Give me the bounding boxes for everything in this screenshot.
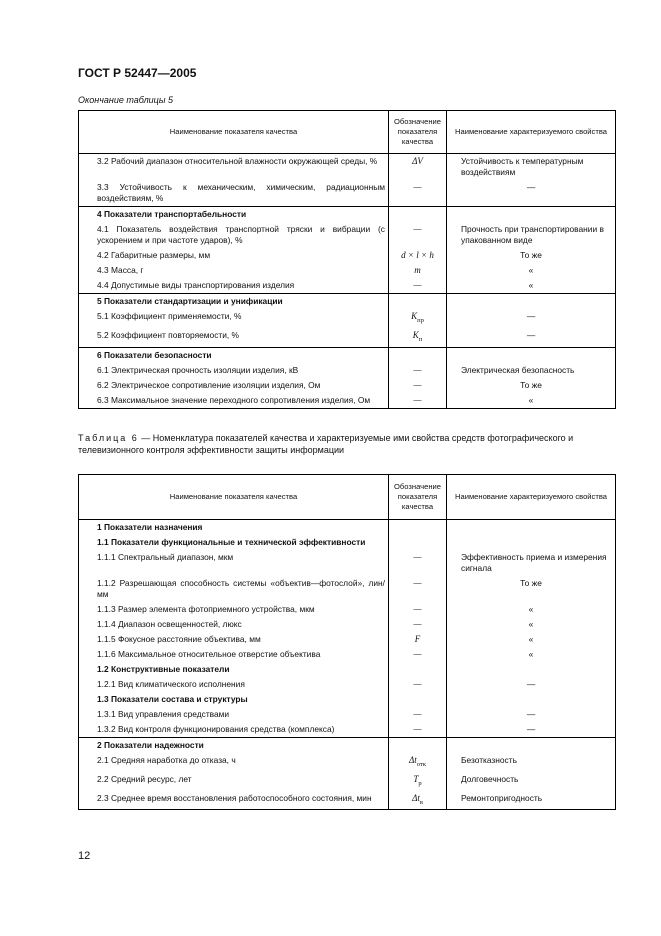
indicator-name: 1.1.6 Максимальное относительное отверстие объектива [79,647,389,662]
indicator-symbol [389,602,447,617]
page-number: 12 [78,850,91,862]
indicator-symbol [389,707,447,722]
indicator-name: 1.1.2 Разрешающая способность системы «объектив—фотослой», лин/мм [79,576,389,602]
characterized-property: — [447,309,616,328]
indicator-symbol [389,791,447,810]
section-heading: 5 Показатели стандартизации и унификации [79,294,389,310]
symbol-text: — [413,709,422,719]
indicator-name: 6.2 Электрическое сопротивление изоляции изделия, Ом [79,378,389,393]
indicator-symbol [389,772,447,791]
table-row [79,602,616,617]
column-header-property: Наименование характеризуемого свойства [447,111,616,154]
characterized-property: « [447,617,616,632]
symbol-subscript: п [418,335,423,343]
table-row [79,677,616,692]
symbol-subscript: в [419,798,423,806]
characterized-property: « [447,393,616,409]
characterized-property [447,662,616,677]
table-row [79,263,616,278]
table-row [79,617,616,632]
indicator-name: 2.2 Средний ресурс, лет [79,772,389,791]
indicator-name: 3.3 Устойчивость к механическим, химическим, радиационным воздействиям, % [79,180,389,207]
symbol-text: — [413,619,422,629]
section-heading: 1.2 Конструктивные показатели [79,662,389,677]
indicator-name: 4.1 Показатель воздействия транспортной тряски и вибрации (с ускорением и при частоте ударов), % [79,222,389,248]
indicator-symbol [389,328,447,347]
symbol-text: — [413,578,422,588]
symbol-text: — [413,364,422,375]
characterized-property: Электрическая безопасность [447,363,616,378]
table-row [79,363,616,378]
symbol-text: — [413,394,422,405]
indicator-symbol [389,248,447,263]
section-heading-row [79,535,616,550]
table-row [79,632,616,647]
indicator-name: 4.4 Допустимые виды транспортирования изделия [79,278,389,294]
indicator-name: 4.3 Масса, г [79,263,389,278]
indicator-symbol [389,662,447,677]
indicator-name: 4.2 Габаритные размеры, мм [79,248,389,263]
indicator-symbol [389,207,447,223]
table-row [79,248,616,263]
symbol-text: Δt [412,792,420,803]
indicator-name: 3.2 Рабочий диапазон относительной влажности окружающей среды, % [79,154,389,181]
indicator-name: 5.1 Коэффициент применяемости, % [79,309,389,328]
symbol-text: — [413,604,422,614]
characterized-property [447,738,616,754]
section-heading-row [79,294,616,310]
indicator-symbol [389,520,447,536]
symbol-text: K [412,329,419,340]
characterized-property: « [447,602,616,617]
indicator-symbol [389,347,447,363]
indicator-symbol [389,294,447,310]
indicator-symbol [389,738,447,754]
characterized-property [447,520,616,536]
indicator-name: 1.3.1 Вид управления средствами [79,707,389,722]
symbol-text: — [413,649,422,659]
table6-caption-prefix: Таблица 6 [78,433,139,443]
table6-body [79,520,616,810]
section-heading-row [79,207,616,223]
symbol-subscript: пр [417,316,424,324]
column-header-symbol: Обозначение показателя качества [389,475,447,520]
symbol-text: — [413,552,422,562]
symbol-subscript: отк [416,760,426,768]
characterized-property: То же [447,248,616,263]
indicator-name: 1.2.1 Вид климатического исполнения [79,677,389,692]
table-row [79,222,616,248]
characterized-property: Прочность при транспортировании в упакованном виде [447,222,616,248]
symbol-text: K [411,311,418,321]
characterized-property: Долговечность [447,772,616,791]
table-row [79,550,616,576]
characterized-property: — [447,722,616,738]
indicator-name: 2.1 Средняя наработка до отказа, ч [79,753,389,772]
section-heading: 1.3 Показатели состава и структуры [79,692,389,707]
characterized-property: — [447,180,616,207]
indicator-symbol [389,180,447,207]
table-row [79,722,616,738]
table-row [79,154,616,181]
characterized-property: Безотказность [447,753,616,772]
table-5 [78,110,616,409]
symbol-text: — [413,182,422,192]
indicator-name: 6.3 Максимальное значение переходного сопротивления изделия, Ом [79,393,389,409]
indicator-symbol [389,576,447,602]
indicator-symbol [389,535,447,550]
characterized-property: То же [447,378,616,393]
column-header-symbol: Обозначение показателя качества [389,111,447,154]
section-heading: 1.1 Показатели функциональные и технической эффективности [79,535,389,550]
symbol-text: — [413,724,422,734]
characterized-property [447,692,616,707]
symbol-text: Δt [409,755,417,765]
characterized-property: « [447,632,616,647]
table-row [79,278,616,294]
characterized-property: — [447,677,616,692]
table-row [79,328,616,347]
characterized-property: « [447,263,616,278]
characterized-property: Ремонтопригодность [447,791,616,810]
indicator-symbol [389,263,447,278]
indicator-name: 1.1.1 Спектральный диапазон, мкм [79,550,389,576]
indicator-name: 1.1.4 Диапазон освещенностей, люкс [79,617,389,632]
characterized-property: « [447,278,616,294]
section-heading: 6 Показатели безопасности [79,347,389,363]
table-row [79,772,616,791]
indicator-symbol [389,363,447,378]
characterized-property [447,347,616,363]
symbol-text: ΔV [412,156,423,166]
characterized-property: — [447,707,616,722]
column-header-name: Наименование показателя качества [79,475,389,520]
indicator-symbol [389,692,447,707]
indicator-symbol [389,222,447,248]
table-row [79,707,616,722]
table5-body [79,154,616,409]
section-heading-row [79,520,616,536]
symbol-text: T [413,773,419,784]
table-row [79,753,616,772]
indicator-name: 2.3 Среднее время восстановления работоспособного состояния, мин [79,791,389,810]
table6-caption-text: — Номенклатура показателей качества и характеризуемые ими свойства средств фотографического и телевизионного контроля эффективности защиты информации [78,433,574,455]
indicator-symbol [389,378,447,393]
indicator-symbol [389,677,447,692]
table-row [79,393,616,409]
section-heading-row [79,738,616,754]
table5-caption: Окончание таблицы 5 [78,95,173,105]
section-heading-row [79,347,616,363]
indicator-symbol [389,647,447,662]
symbol-text: — [413,379,422,390]
section-heading-row [79,662,616,677]
symbol-text: — [413,280,422,290]
indicator-symbol [389,393,447,409]
symbol-text: F [414,634,421,644]
column-header-property: Наименование характеризуемого свойства [447,475,616,520]
symbol-text: d × l × h [401,250,434,260]
section-heading: 1 Показатели назначения [79,520,389,536]
section-heading-row [79,692,616,707]
characterized-property: Устойчивость к температурным воздействиям [447,154,616,181]
indicator-name: 6.1 Электрическая прочность изоляции изделия, кВ [79,363,389,378]
document-header: ГОСТ Р 52447—2005 [78,66,197,80]
indicator-name: 5.2 Коэффициент повторяемости, % [79,328,389,347]
indicator-name: 1.1.5 Фокусное расстояние объектива, мм [79,632,389,647]
characterized-property: То же [447,576,616,602]
indicator-symbol [389,154,447,181]
indicator-symbol [389,309,447,328]
characterized-property [447,535,616,550]
column-header-name: Наименование показателя качества [79,111,389,154]
indicator-symbol [389,550,447,576]
table-row [79,309,616,328]
symbol-text: — [413,224,422,234]
characterized-property [447,207,616,223]
symbol-text: m [414,265,421,275]
characterized-property: Эффективность приема и измерения сигнала [447,550,616,576]
characterized-property: — [447,328,616,347]
table-row [79,576,616,602]
indicator-symbol [389,617,447,632]
section-heading: 2 Показатели надежности [79,738,389,754]
table-6 [78,474,616,810]
table-row [79,791,616,810]
section-heading: 4 Показатели транспортабельности [79,207,389,223]
indicator-symbol [389,632,447,647]
symbol-text: — [413,679,422,689]
indicator-symbol [389,722,447,738]
indicator-name: 1.1.3 Размер элемента фотоприемного устройства, мкм [79,602,389,617]
table-row [79,647,616,662]
indicator-name: 1.3.2 Вид контроля функционирования средства (комплекса) [79,722,389,738]
table6-caption [78,432,618,456]
table-row [79,180,616,207]
characterized-property: « [447,647,616,662]
symbol-subscript: р [418,779,422,787]
indicator-symbol [389,753,447,772]
characterized-property [447,294,616,310]
indicator-symbol [389,278,447,294]
table-row [79,378,616,393]
